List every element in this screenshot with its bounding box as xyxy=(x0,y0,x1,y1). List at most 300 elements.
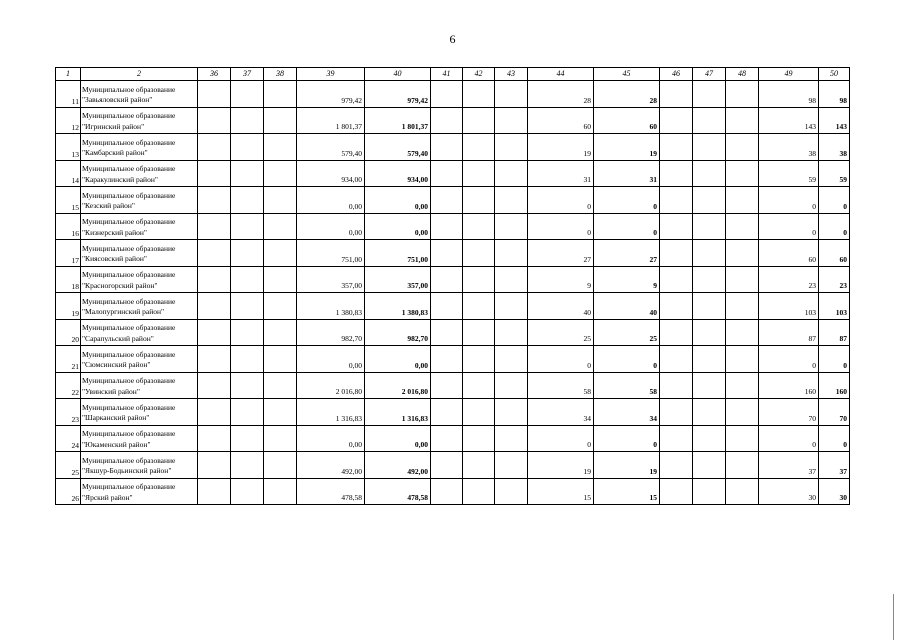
municipality-name: "Шарканский район" xyxy=(82,413,150,422)
table-row xyxy=(56,452,850,479)
empty-cell xyxy=(693,266,726,293)
value-cell-40: 0,00 xyxy=(365,213,431,240)
empty-cell xyxy=(463,266,495,293)
empty-cell xyxy=(231,213,264,240)
value-cell-40: 1 316,83 xyxy=(365,399,431,426)
municipality-name-cell xyxy=(81,107,198,134)
column-header: 47 xyxy=(693,68,726,81)
empty-cell xyxy=(660,213,693,240)
municipality-name-cell xyxy=(81,346,198,373)
empty-cell xyxy=(431,213,463,240)
value-cell-50: 59 xyxy=(819,160,850,187)
empty-cell xyxy=(660,478,693,505)
header-row xyxy=(56,68,850,81)
municipality-name-cell xyxy=(81,134,198,161)
empty-cell xyxy=(231,187,264,214)
empty-cell xyxy=(726,160,759,187)
empty-cell xyxy=(495,452,528,479)
empty-cell xyxy=(693,160,726,187)
empty-cell xyxy=(463,346,495,373)
value-cell-49: 38 xyxy=(759,134,819,161)
empty-cell xyxy=(726,399,759,426)
empty-cell xyxy=(495,399,528,426)
empty-cell xyxy=(693,134,726,161)
municipality-name-cell xyxy=(81,399,198,426)
value-cell-49: 30 xyxy=(759,478,819,505)
empty-cell xyxy=(660,346,693,373)
empty-cell xyxy=(660,107,693,134)
empty-cell xyxy=(463,81,495,108)
column-header: 44 xyxy=(528,68,594,81)
empty-cell xyxy=(264,372,297,399)
municipality-name-cell xyxy=(81,266,198,293)
empty-cell xyxy=(495,160,528,187)
row-number-cell: 25 xyxy=(56,452,81,479)
value-cell-44: 58 xyxy=(528,372,594,399)
value-cell-40: 751,00 xyxy=(365,240,431,267)
empty-cell xyxy=(726,107,759,134)
value-cell-39: 934,00 xyxy=(297,160,365,187)
value-cell-40: 0,00 xyxy=(365,425,431,452)
municipality-name: "Завьяловский район" xyxy=(82,95,153,104)
empty-cell xyxy=(198,399,231,426)
empty-cell xyxy=(231,425,264,452)
empty-cell xyxy=(693,346,726,373)
municipality-type: Муниципальное образование xyxy=(82,349,176,359)
value-cell-45: 58 xyxy=(594,372,660,399)
table-row xyxy=(56,399,850,426)
empty-cell xyxy=(198,213,231,240)
empty-cell xyxy=(660,240,693,267)
empty-cell xyxy=(198,240,231,267)
municipality-type: Муниципальное образование xyxy=(82,243,176,253)
table-row xyxy=(56,293,850,320)
value-cell-39: 2 016,80 xyxy=(297,372,365,399)
empty-cell xyxy=(198,160,231,187)
empty-cell xyxy=(463,293,495,320)
empty-cell xyxy=(726,213,759,240)
table-row xyxy=(56,213,850,240)
table-row xyxy=(56,240,850,267)
value-cell-39: 0,00 xyxy=(297,425,365,452)
table-body xyxy=(56,81,850,505)
municipality-type: Муниципальное образование xyxy=(82,270,176,279)
value-cell-45: 28 xyxy=(594,81,660,108)
empty-cell xyxy=(463,425,495,452)
value-cell-44: 15 xyxy=(528,478,594,505)
empty-cell xyxy=(495,293,528,320)
empty-cell xyxy=(231,160,264,187)
empty-cell xyxy=(693,213,726,240)
table-row xyxy=(56,134,850,161)
scan-edge-line xyxy=(893,594,894,640)
empty-cell xyxy=(431,293,463,320)
value-cell-39: 751,00 xyxy=(297,240,365,267)
empty-cell xyxy=(264,107,297,134)
value-cell-39: 357,00 xyxy=(297,266,365,293)
municipality-name: "Ярский район" xyxy=(82,492,133,502)
municipality-name: "Киясовский район" xyxy=(82,254,147,263)
row-number-cell: 18 xyxy=(56,266,81,293)
table-row xyxy=(56,425,850,452)
row-number-cell: 24 xyxy=(56,425,81,452)
empty-cell xyxy=(495,240,528,267)
empty-cell xyxy=(264,240,297,267)
table-row xyxy=(56,346,850,373)
empty-cell xyxy=(231,478,264,505)
value-cell-44: 19 xyxy=(528,134,594,161)
value-cell-40: 2 016,80 xyxy=(365,372,431,399)
empty-cell xyxy=(231,319,264,346)
value-cell-45: 27 xyxy=(594,240,660,267)
value-cell-50: 160 xyxy=(819,372,850,399)
empty-cell xyxy=(463,213,495,240)
municipality-type: Муниципальное образование xyxy=(82,190,176,200)
empty-cell xyxy=(198,107,231,134)
municipality-name: "Сарапульский район" xyxy=(82,333,154,343)
empty-cell xyxy=(463,478,495,505)
empty-cell xyxy=(463,134,495,161)
column-header: 43 xyxy=(495,68,528,81)
row-number-cell: 11 xyxy=(56,81,81,108)
municipality-type: Муниципальное образование xyxy=(82,323,176,332)
municipality-name-cell xyxy=(81,372,198,399)
municipality-type: Муниципальное образование xyxy=(82,111,176,120)
row-number-cell: 19 xyxy=(56,293,81,320)
empty-cell xyxy=(198,452,231,479)
empty-cell xyxy=(660,266,693,293)
empty-cell xyxy=(231,372,264,399)
empty-cell xyxy=(693,187,726,214)
municipality-name: "Малопургинский район" xyxy=(82,307,165,316)
value-cell-45: 15 xyxy=(594,478,660,505)
municipality-name-cell xyxy=(81,319,198,346)
value-cell-39: 982,70 xyxy=(297,319,365,346)
municipality-name-cell xyxy=(81,240,198,267)
empty-cell xyxy=(726,293,759,320)
value-cell-50: 0 xyxy=(819,213,850,240)
row-number-cell: 22 xyxy=(56,372,81,399)
empty-cell xyxy=(431,346,463,373)
empty-cell xyxy=(660,372,693,399)
municipality-type: Муниципальное образование xyxy=(82,482,176,491)
empty-cell xyxy=(431,266,463,293)
municipality-type: Муниципальное образование xyxy=(82,296,176,306)
empty-cell xyxy=(431,372,463,399)
value-cell-50: 98 xyxy=(819,81,850,108)
value-cell-39: 0,00 xyxy=(297,187,365,214)
empty-cell xyxy=(264,160,297,187)
empty-cell xyxy=(463,319,495,346)
empty-cell xyxy=(660,452,693,479)
municipality-name: "Красногорский район" xyxy=(82,280,158,290)
value-cell-44: 27 xyxy=(528,240,594,267)
empty-cell xyxy=(726,266,759,293)
row-number-cell: 15 xyxy=(56,187,81,214)
value-cell-40: 982,70 xyxy=(365,319,431,346)
municipality-name-cell xyxy=(81,160,198,187)
row-number-cell: 21 xyxy=(56,346,81,373)
row-number-cell: 14 xyxy=(56,160,81,187)
value-cell-39: 478,58 xyxy=(297,478,365,505)
empty-cell xyxy=(693,425,726,452)
empty-cell xyxy=(231,452,264,479)
row-number-cell: 23 xyxy=(56,399,81,426)
empty-cell xyxy=(495,213,528,240)
row-number-cell: 20 xyxy=(56,319,81,346)
empty-cell xyxy=(264,425,297,452)
value-cell-40: 0,00 xyxy=(365,346,431,373)
value-cell-40: 478,58 xyxy=(365,478,431,505)
municipality-name: "Якшур-Бодьинский район" xyxy=(82,466,172,475)
municipality-name: "Камбарский район" xyxy=(82,148,148,157)
municipality-name: "Увинский район" xyxy=(82,386,140,396)
value-cell-39: 579,40 xyxy=(297,134,365,161)
municipality-name-cell xyxy=(81,425,198,452)
empty-cell xyxy=(660,293,693,320)
empty-cell xyxy=(660,319,693,346)
empty-cell xyxy=(726,425,759,452)
empty-cell xyxy=(726,478,759,505)
empty-cell xyxy=(431,160,463,187)
table-row xyxy=(56,266,850,293)
value-cell-40: 492,00 xyxy=(365,452,431,479)
empty-cell xyxy=(231,81,264,108)
empty-cell xyxy=(726,81,759,108)
empty-cell xyxy=(495,346,528,373)
empty-cell xyxy=(693,81,726,108)
table-row xyxy=(56,319,850,346)
empty-cell xyxy=(463,240,495,267)
municipality-name: "Юкаменский район" xyxy=(82,439,151,449)
column-header: 46 xyxy=(660,68,693,81)
value-cell-50: 38 xyxy=(819,134,850,161)
empty-cell xyxy=(726,372,759,399)
value-cell-50: 103 xyxy=(819,293,850,320)
value-cell-40: 357,00 xyxy=(365,266,431,293)
value-cell-49: 103 xyxy=(759,293,819,320)
column-header: 1 xyxy=(56,68,81,81)
empty-cell xyxy=(231,134,264,161)
table-row xyxy=(56,160,850,187)
value-cell-44: 0 xyxy=(528,425,594,452)
municipality-name-cell xyxy=(81,81,198,108)
value-cell-50: 87 xyxy=(819,319,850,346)
municipality-type: Муниципальное образование xyxy=(82,84,176,94)
row-number-cell: 26 xyxy=(56,478,81,505)
data-table xyxy=(55,67,850,505)
value-cell-50: 23 xyxy=(819,266,850,293)
column-header: 40 xyxy=(365,68,431,81)
empty-cell xyxy=(264,187,297,214)
value-cell-44: 0 xyxy=(528,187,594,214)
empty-cell xyxy=(231,266,264,293)
empty-cell xyxy=(495,266,528,293)
empty-cell xyxy=(463,187,495,214)
empty-cell xyxy=(726,452,759,479)
value-cell-45: 25 xyxy=(594,319,660,346)
value-cell-50: 70 xyxy=(819,399,850,426)
value-cell-50: 60 xyxy=(819,240,850,267)
value-cell-44: 60 xyxy=(528,107,594,134)
value-cell-49: 143 xyxy=(759,107,819,134)
empty-cell xyxy=(463,107,495,134)
empty-cell xyxy=(264,213,297,240)
empty-cell xyxy=(431,187,463,214)
value-cell-45: 0 xyxy=(594,425,660,452)
municipality-name: "Кизнерский район" xyxy=(82,227,147,237)
value-cell-45: 0 xyxy=(594,346,660,373)
empty-cell xyxy=(264,478,297,505)
municipality-type: Муниципальное образование xyxy=(82,376,176,385)
empty-cell xyxy=(198,266,231,293)
empty-cell xyxy=(693,478,726,505)
empty-cell xyxy=(431,319,463,346)
page-number: 6 xyxy=(449,32,456,46)
value-cell-40: 1 380,83 xyxy=(365,293,431,320)
empty-cell xyxy=(660,134,693,161)
table-row xyxy=(56,81,850,108)
empty-cell xyxy=(693,399,726,426)
column-header: 50 xyxy=(819,68,850,81)
column-header: 48 xyxy=(726,68,759,81)
empty-cell xyxy=(264,134,297,161)
empty-cell xyxy=(264,81,297,108)
column-header: 36 xyxy=(198,68,231,81)
value-cell-49: 59 xyxy=(759,160,819,187)
value-cell-45: 31 xyxy=(594,160,660,187)
empty-cell xyxy=(431,452,463,479)
table-row xyxy=(56,107,850,134)
empty-cell xyxy=(231,399,264,426)
empty-cell xyxy=(264,293,297,320)
value-cell-44: 0 xyxy=(528,346,594,373)
empty-cell xyxy=(198,346,231,373)
value-cell-49: 0 xyxy=(759,213,819,240)
municipality-type: Муниципальное образование xyxy=(82,429,176,438)
empty-cell xyxy=(198,81,231,108)
value-cell-44: 19 xyxy=(528,452,594,479)
row-number-cell: 13 xyxy=(56,134,81,161)
row-number-cell: 12 xyxy=(56,107,81,134)
column-header: 2 xyxy=(81,68,198,81)
empty-cell xyxy=(660,399,693,426)
empty-cell xyxy=(431,425,463,452)
empty-cell xyxy=(726,319,759,346)
value-cell-49: 98 xyxy=(759,81,819,108)
empty-cell xyxy=(693,293,726,320)
value-cell-45: 19 xyxy=(594,452,660,479)
empty-cell xyxy=(463,399,495,426)
value-cell-44: 9 xyxy=(528,266,594,293)
municipality-name: "Сюмсинский район" xyxy=(82,360,151,369)
empty-cell xyxy=(264,399,297,426)
value-cell-45: 34 xyxy=(594,399,660,426)
empty-cell xyxy=(693,372,726,399)
value-cell-45: 60 xyxy=(594,107,660,134)
table-row xyxy=(56,187,850,214)
empty-cell xyxy=(495,81,528,108)
value-cell-45: 40 xyxy=(594,293,660,320)
empty-cell xyxy=(726,134,759,161)
empty-cell xyxy=(660,81,693,108)
empty-cell xyxy=(495,107,528,134)
table-row xyxy=(56,372,850,399)
municipality-type: Муниципальное образование xyxy=(82,164,176,173)
value-cell-45: 0 xyxy=(594,213,660,240)
value-cell-49: 0 xyxy=(759,187,819,214)
municipality-name-cell xyxy=(81,452,198,479)
value-cell-39: 979,42 xyxy=(297,81,365,108)
empty-cell xyxy=(431,399,463,426)
value-cell-49: 0 xyxy=(759,346,819,373)
empty-cell xyxy=(198,319,231,346)
empty-cell xyxy=(264,319,297,346)
municipality-name-cell xyxy=(81,213,198,240)
municipality-type: Муниципальное образование xyxy=(82,455,176,465)
value-cell-50: 0 xyxy=(819,425,850,452)
municipality-type: Муниципальное образование xyxy=(82,402,176,412)
table-row xyxy=(56,478,850,505)
value-cell-50: 37 xyxy=(819,452,850,479)
empty-cell xyxy=(231,240,264,267)
empty-cell xyxy=(726,187,759,214)
empty-cell xyxy=(495,425,528,452)
empty-cell xyxy=(463,452,495,479)
value-cell-44: 31 xyxy=(528,160,594,187)
empty-cell xyxy=(495,319,528,346)
value-cell-44: 28 xyxy=(528,81,594,108)
empty-cell xyxy=(495,187,528,214)
empty-cell xyxy=(198,134,231,161)
column-header: 39 xyxy=(297,68,365,81)
municipality-name: "Каракулинский район" xyxy=(82,174,158,184)
value-cell-39: 1 801,37 xyxy=(297,107,365,134)
value-cell-40: 579,40 xyxy=(365,134,431,161)
empty-cell xyxy=(463,160,495,187)
value-cell-40: 0,00 xyxy=(365,187,431,214)
value-cell-44: 40 xyxy=(528,293,594,320)
column-header: 41 xyxy=(431,68,463,81)
value-cell-49: 60 xyxy=(759,240,819,267)
empty-cell xyxy=(231,107,264,134)
empty-cell xyxy=(431,81,463,108)
column-header: 49 xyxy=(759,68,819,81)
value-cell-40: 1 801,37 xyxy=(365,107,431,134)
value-cell-39: 0,00 xyxy=(297,346,365,373)
empty-cell xyxy=(431,478,463,505)
value-cell-49: 37 xyxy=(759,452,819,479)
value-cell-39: 1 316,83 xyxy=(297,399,365,426)
column-header: 38 xyxy=(264,68,297,81)
value-cell-49: 0 xyxy=(759,425,819,452)
empty-cell xyxy=(198,425,231,452)
empty-cell xyxy=(431,240,463,267)
value-cell-50: 143 xyxy=(819,107,850,134)
row-number-cell: 16 xyxy=(56,213,81,240)
empty-cell xyxy=(495,134,528,161)
empty-cell xyxy=(231,293,264,320)
municipality-type: Муниципальное образование xyxy=(82,137,176,147)
value-cell-39: 0,00 xyxy=(297,213,365,240)
empty-cell xyxy=(726,240,759,267)
municipality-name: "Кезский район" xyxy=(82,201,135,210)
value-cell-44: 25 xyxy=(528,319,594,346)
empty-cell xyxy=(198,293,231,320)
empty-cell xyxy=(264,346,297,373)
municipality-name-cell xyxy=(81,187,198,214)
value-cell-50: 0 xyxy=(819,187,850,214)
